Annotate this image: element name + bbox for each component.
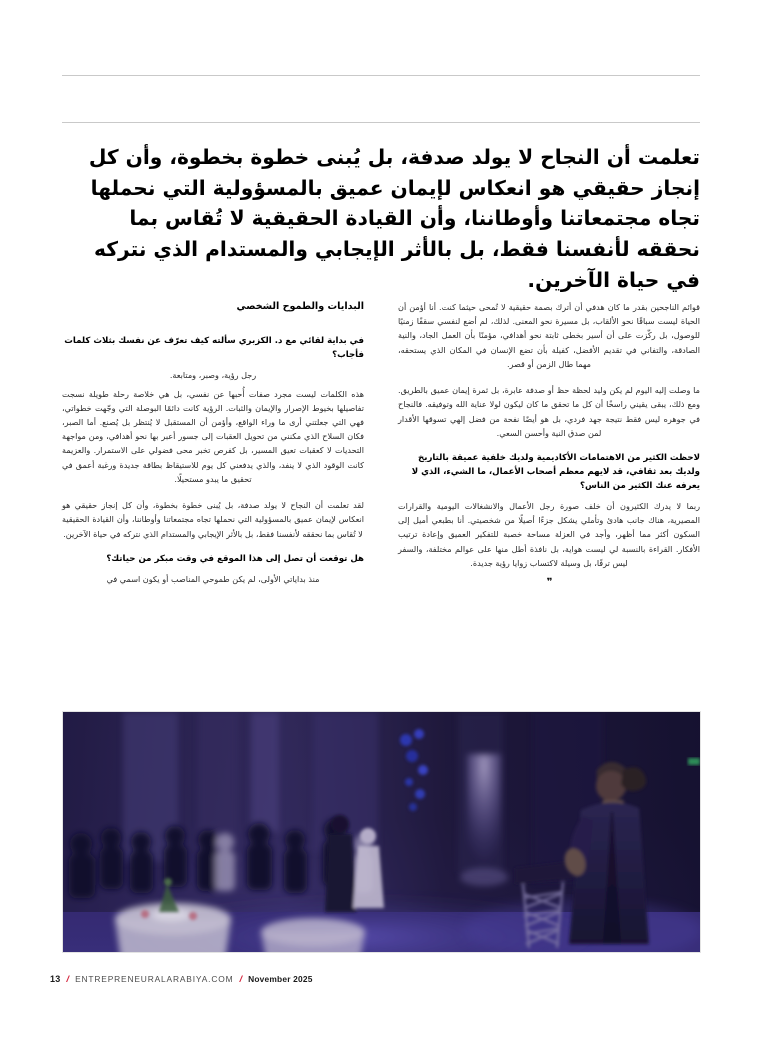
interview-answer-4: ما وصلت إليه اليوم لم يكن وليد لحظة حظ أو صدفة عابرة، بل ثمرة إيمان عميق بالطريق. ومع ذلك، يبقى يقيني راسخًا أن كل ما تحقق ما كان ليكون لولا عناية الله وتوفيقه. فالنجاح في جوهره ليس فقط نتيجة جهد فردي، بل هو أيضًا نفحة من فضل إلهي تسوقها الأقدار لمن صدق النية وأحسن السعي. <box>398 385 700 438</box>
interview-answer-1-lead: رجل رؤية، وصبر، ومتابعة. <box>169 370 257 381</box>
interview-answer-2: لقد تعلمت أن النجاح لا يولد صدفة، بل يُبنى خطوة بخطوة، وأن كل إنجاز حقيقي هو انعكاس لإيمان عميق بالمسؤولية التي نحملها تجاه مجتمعاتنا وأوطاننا، وأن القيادة الحقيقية لا تُقاس بما نحققه لأنفسنا فقط، بل بالأثر الإيجابي والمستدام الذي نتركه في حياة الآخرين. <box>62 500 364 539</box>
interview-question-3: لاحظت الكثير من الاهتمامات الأكاديمية ولديك خلفية عميقة بالتاريخ ولديك بعد ثقافي، قد لايهم معظم أصحاب الأعمال، ما الشيء، الذي لا يعرفه عنك الكثير من الناس؟ <box>411 453 700 491</box>
interview-answer-3-continued: قوائم الناجحين بقدر ما كان هدفي أن أترك بصمة حقيقية لا تُمحى حيثما كنت. أنا أؤمن أن الحياة ليست سباقًا نحو الألقاب، بل مسيرة نحو المعنى. لذلك، لم أضع لنفسي سقفًا زمنيًا للوصول، بل ركّزت على أن أسير بخطى ثابتة نحو أهدافي، مؤمنًا بأن العمل الجاد، والنية الصادقة، والتفاني في تقديم الأفضل، كفيلة بأن تضع الإنسان في المكان الذي يستحقه، مهما طال الزمن أو قصر. <box>398 302 700 369</box>
closing-quote-icon: ❞ <box>546 577 552 589</box>
interview-answer-5: ربما لا يدرك الكثيرون أن خلف صورة رجل الأعمال والانشغالات اليومية والقرارات المصيرية، هناك جانب هادئ وتأملي يشكل جزءًا أصيلًا من شخصيتي. أنا بطبعي أميل إلى السكون أكثر مما أظهر، وأجد في العزلة مساحة خصبة للتفكير العميق وإعادة ترتيب الأفكار. القراءة بالنسبة لي ليست هواية، بل نافذة أطل منها على عوالم مختلفة، والسفر ليس ترفًا، بل وسيلة لاكتساب زوايا رؤية جديدة. <box>398 500 700 568</box>
page-footer <box>50 974 313 985</box>
interview-question-2: هل توقعت أن تصل إلى هذا الموقع في وقت مبكر من حياتك؟ <box>106 553 364 564</box>
top-divider-rule <box>62 75 700 76</box>
interview-answer-1-body: هذه الكلمات ليست مجرد صفات أُحبها عن نفسي، بل هي خلاصة رحلة طويلة نسجت تفاصيلها بخيوط الإصرار والإيمان والثبات. الرؤية كانت دائمًا البوصلة التي وجّهت خطواتي، فهي التي جعلتني أرى ما وراء الواقع، وأؤمن أن المستقبل لا يُنتظر بل يُصنع. أما الصبر، فكان السلاح الذي مكنني من تحويل العقبات إلى جسور أعبر بها نحو أهدافي، ومن مواجهة التحديات لا كعقبات تعيق المسير، بل كفرص تخبر محى فضولي على الاستمرار. والعزيمة كانت الوقود الذي لا ينفد، والذي يدفعني كل يوم للاستيقاظ بطاقة جديدة ورغبة أعمق في تحقيق ما يبدو مستحيلًا. <box>62 388 364 484</box>
column-right <box>62 300 364 692</box>
photo-illustration <box>63 712 700 952</box>
article-columns <box>62 300 700 692</box>
section-heading: البدايات والطموح الشخصي <box>236 301 364 312</box>
footer-separator-1: / <box>66 974 70 985</box>
end-quote-mark <box>398 574 700 592</box>
article-photo <box>63 712 700 952</box>
footer-website[interactable]: ENTREPRENEURALARABIYA.COM <box>75 974 234 984</box>
column-left <box>398 300 700 692</box>
second-divider-rule <box>62 122 700 123</box>
footer-issue-date: November 2025 <box>248 974 313 984</box>
footer-page-number: 13 <box>50 974 61 984</box>
page-headline: تعلمت أن النجاح لا يولد صدفة، بل يُبنى خطوة بخطوة، وأن كل إنجاز حقيقي هو انعكاس لإيمان عميق بالمسؤولية التي نحملها تجاه مجتمعاتنا وأوطاننا، وأن القيادة الحقيقية لا تُقاس بما نحققه لأنفسنا فقط، بل بالأثر الإيجابي والمستدام الذي نتركه في حياة الآخرين. <box>88 145 700 292</box>
footer-separator-2: / <box>239 974 243 985</box>
interview-answer-3: منذ بداياتي الأولى، لم يكن طموحي المناصب أو يكون اسمي في <box>106 573 320 584</box>
interview-question-1: في بداية لقائي مع د. الكزبري سألته كيف تعرّف عن نفسك بثلاث كلمات فأجاب؟ <box>64 336 364 361</box>
